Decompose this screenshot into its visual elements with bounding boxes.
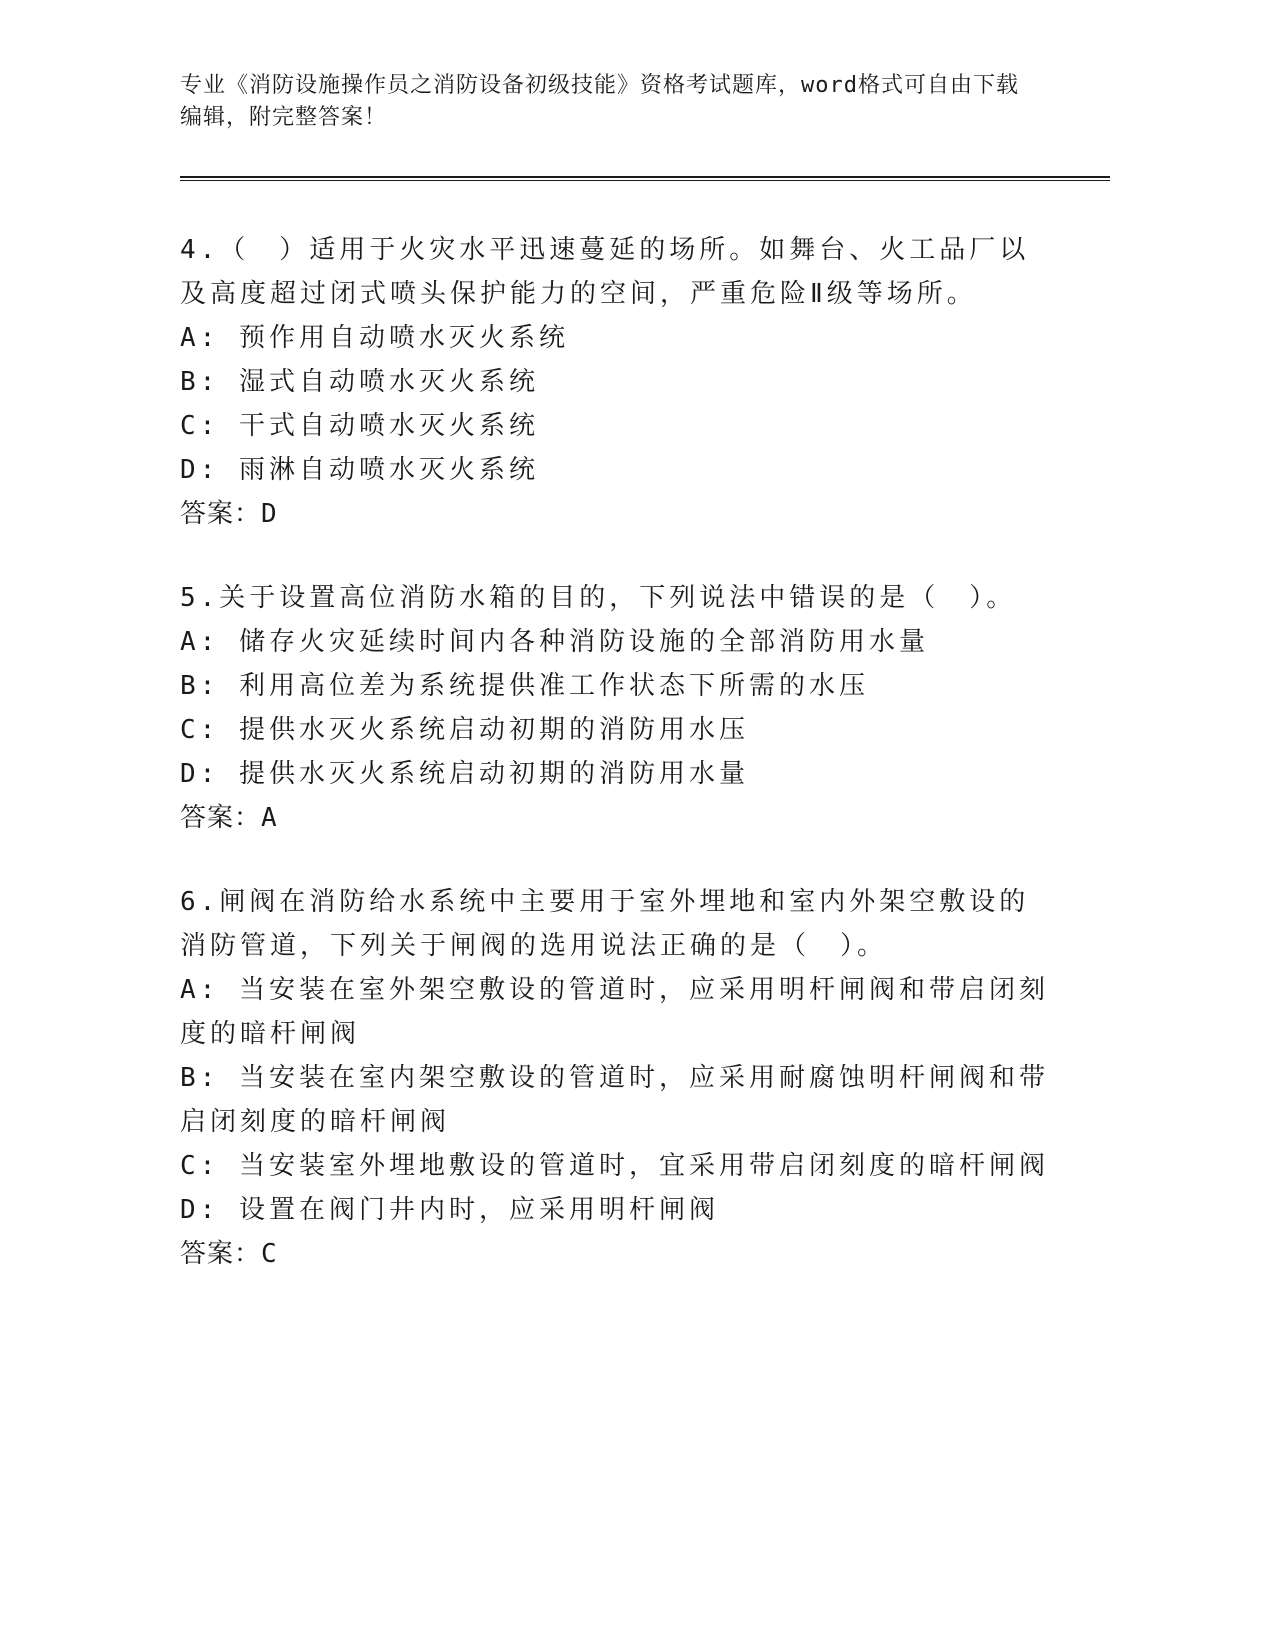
answer-value: D <box>261 499 277 529</box>
option-b: B: 湿式自动喷水灭火系统 <box>180 367 539 397</box>
option-c: C: 干式自动喷水灭火系统 <box>180 411 539 441</box>
question-4 <box>180 228 1050 536</box>
answer-label: 答案： <box>180 1239 262 1269</box>
option-b: B: 当安装在室内架空敷设的管道时，应采用耐腐蚀明杆闸阀和带启闭刻度的暗杆闸阀 <box>180 1063 1049 1137</box>
answer-value: A <box>261 803 277 833</box>
option-d: D: 雨淋自动喷水灭火系统 <box>180 455 539 485</box>
header-text: 专业《消防设施操作员之消防设备初级技能》资格考试题库，word格式可自由下载编辑，附完整答案！ <box>180 73 1019 130</box>
document-header <box>180 70 1040 134</box>
option-d: D: 提供水灭火系统启动初期的消防用水量 <box>180 759 749 789</box>
answer-line <box>180 1232 1050 1276</box>
option-a: A: 当安装在室外架空敷设的管道时，应采用明杆闸阀和带启闭刻度的暗杆闸阀 <box>180 975 1049 1049</box>
question-stem: 6.闸阀在消防给水系统中主要用于室外埋地和室内外架空敷设的消防管道，下列关于闸阀的选用说法正确的是（ ）。 <box>180 887 1030 961</box>
question-stem: 5.关于设置高位消防水箱的目的，下列说法中错误的是（ ）。 <box>180 583 1017 613</box>
answer-label: 答案： <box>180 803 262 833</box>
option-b: B: 利用高位差为系统提供准工作状态下所需的水压 <box>180 671 869 701</box>
answer-label: 答案： <box>180 499 262 529</box>
answer-line <box>180 796 1050 840</box>
answer-value: C <box>261 1239 277 1269</box>
question-5 <box>180 576 1050 840</box>
header-divider <box>180 176 1110 181</box>
answer-line <box>180 492 1050 536</box>
option-d: D: 设置在阀门井内时，应采用明杆闸阀 <box>180 1195 719 1225</box>
option-c: C: 当安装室外埋地敷设的管道时，宜采用带启闭刻度的暗杆闸阀 <box>180 1151 1049 1181</box>
option-a: A: 预作用自动喷水灭火系统 <box>180 323 569 353</box>
option-c: C: 提供水灭火系统启动初期的消防用水压 <box>180 715 749 745</box>
option-a: A: 储存火灾延续时间内各种消防设施的全部消防用水量 <box>180 627 929 657</box>
question-6 <box>180 880 1050 1276</box>
question-stem: 4.（ ）适用于火灾水平迅速蔓延的场所。如舞台、火工品厂以及高度超过闭式喷头保护能力的空间，严重危险Ⅱ级等场所。 <box>180 235 1030 309</box>
